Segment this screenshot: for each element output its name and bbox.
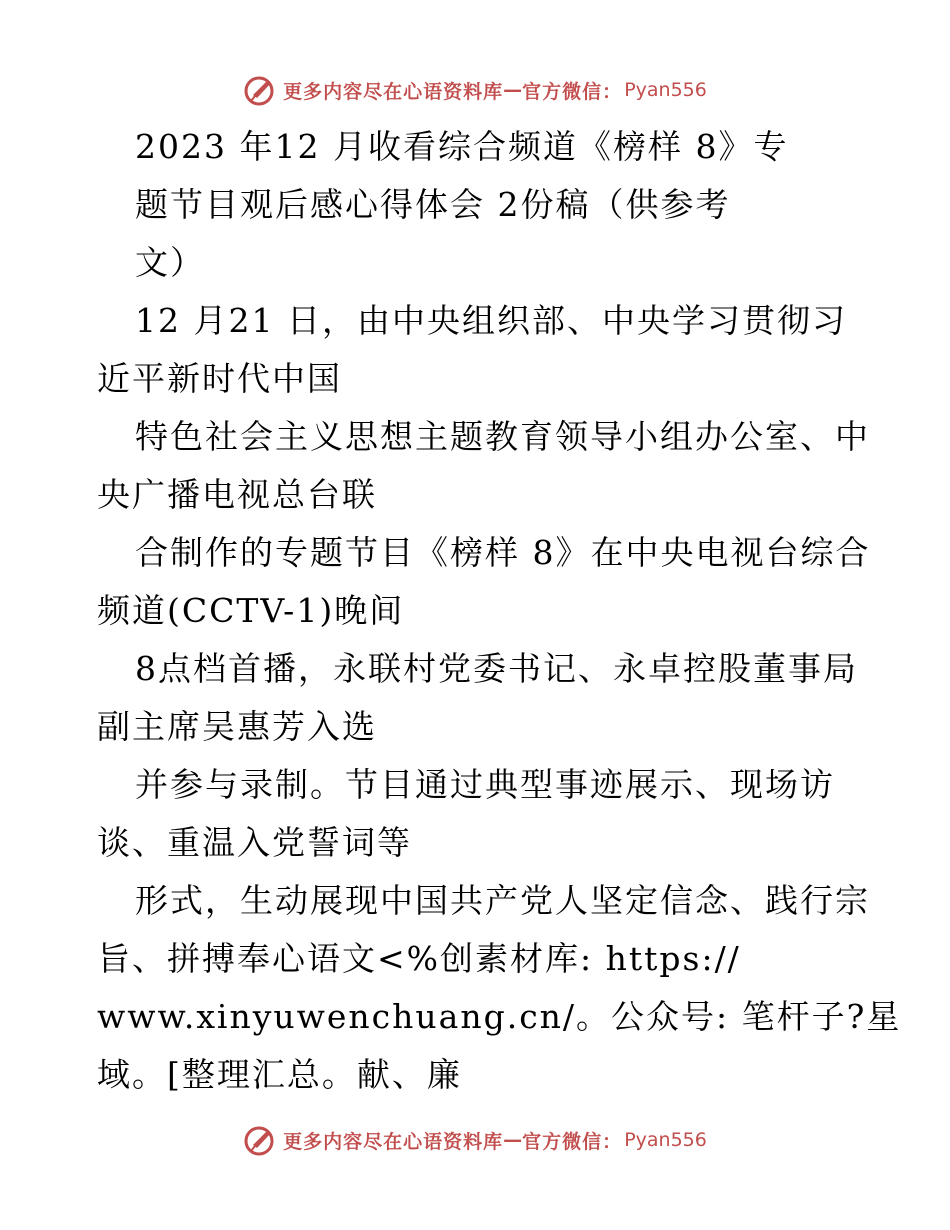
watermark-sub: 官方微信： (522, 80, 623, 103)
watermark-separator: — (503, 79, 523, 101)
body-line-3: 特色社会主义思想主题教育领导小组办公室、中 (135, 417, 870, 456)
pen-logo-icon (243, 1123, 277, 1157)
title-line-2: 题节目观后感心得体会 2份稿（供参考 (135, 185, 731, 224)
watermark-id: Pyan556 (624, 1129, 707, 1151)
body-line-7: 8点档首播，永联村党委书记、永卓控股董事局 (135, 649, 858, 688)
body-line-1: 12 月21 日，由中央组织部、中央学习贯彻习 (135, 301, 847, 340)
watermark-text: 更多内容尽在心语资料库 (283, 1130, 504, 1153)
title-line-1: 2023 年12 月收看综合频道《榜样 8》专 (135, 127, 789, 166)
body-line-6: 频道(CCTV-1)晚间 (97, 591, 405, 630)
header-watermark (0, 70, 950, 110)
footer-watermark (0, 1120, 950, 1160)
body-line-4: 央广播电视总台联 (97, 475, 377, 514)
title-line-3: 文） (135, 243, 205, 282)
body-line-13: www.xinyuwenchuang.cn/。公众号: 笔杆子?星 (97, 997, 902, 1036)
body-line-12: 旨、拼搏奉心语文<%创素材库: https:// (97, 939, 741, 978)
body-line-5: 合制作的专题节目《榜样 8》在中央电视台综合 (135, 533, 871, 572)
body-line-8: 副主席吴惠芳入选 (97, 707, 377, 746)
watermark-sub: 官方微信： (522, 1130, 623, 1153)
body-line-2: 近平新时代中国 (97, 359, 342, 398)
watermark-separator: — (503, 1129, 523, 1151)
body-line-11: 形式，生动展现中国共产党人坚定信念、践行宗 (135, 881, 870, 920)
body-line-14: 域。[整理汇总。献、廉 (97, 1055, 462, 1094)
body-line-9: 并参与录制。节目通过典型事迹展示、现场访 (135, 765, 835, 804)
watermark-id: Pyan556 (624, 79, 707, 101)
pen-logo-icon (243, 73, 277, 107)
watermark-text: 更多内容尽在心语资料库 (283, 80, 504, 103)
body-line-10: 谈、重温入党誓词等 (97, 823, 412, 862)
